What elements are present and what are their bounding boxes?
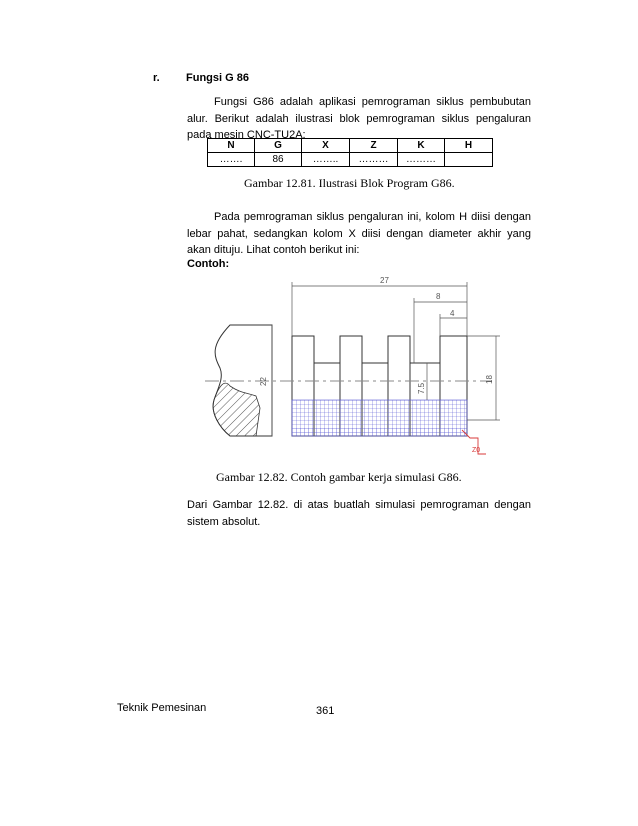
dim-7-5-label: 7.5 bbox=[417, 382, 426, 394]
figure-caption-2: Gambar 12.82. Contoh gambar kerja simulasi G86. bbox=[216, 470, 462, 484]
header-cell: G bbox=[255, 139, 302, 153]
dim-22-label: 22 bbox=[259, 377, 268, 386]
dim-4-label: 4 bbox=[450, 309, 455, 318]
tool-label: Z0 bbox=[472, 447, 481, 454]
figure-caption-1: Gambar 12.81. Ilustrasi Blok Program G86. bbox=[244, 176, 455, 190]
task-text: Dari Gambar 12.82. di atas buatlah simulasi pemrograman dengan sistem absolut. bbox=[187, 499, 531, 528]
header-cell: Z bbox=[350, 139, 398, 153]
groove-drawing bbox=[200, 268, 500, 458]
explanation-paragraph bbox=[187, 209, 531, 259]
footer-book-title: Teknik Pemesinan bbox=[117, 702, 207, 714]
value-cell: ……… bbox=[398, 153, 445, 167]
table-header-row bbox=[208, 139, 493, 153]
explanation-text: Pada pemrograman siklus pengaluran ini, kolom H diisi dengan lebar pahat, sedangkan kolom X diisi dengan diameter akhir yang akan dituju. Lihat contoh berikut ini: bbox=[187, 211, 531, 256]
section-heading bbox=[153, 72, 249, 84]
header-cell: N bbox=[208, 139, 255, 153]
program-block-table bbox=[207, 138, 493, 167]
value-cell: 86 bbox=[255, 153, 302, 167]
section-title: Fungsi G 86 bbox=[186, 72, 249, 84]
value-cell bbox=[445, 153, 493, 167]
section-letter: r. bbox=[153, 72, 160, 84]
intro-text: Fungsi G86 adalah aplikasi pemrograman siklus pembubutan alur. Berikut adalah ilustrasi blok pemrograman siklus pengaluran pada mesin CNC-TU2A: bbox=[187, 96, 531, 141]
task-paragraph bbox=[187, 497, 531, 530]
footer-page-number: 361 bbox=[316, 705, 335, 717]
value-cell: …….. bbox=[302, 153, 350, 167]
dim-18-label: 18 bbox=[485, 375, 494, 384]
dim-8-label: 8 bbox=[436, 292, 441, 301]
intro-paragraph bbox=[187, 94, 531, 144]
value-cell: ……. bbox=[208, 153, 255, 167]
value-cell: ……… bbox=[350, 153, 398, 167]
dim-27-label: 27 bbox=[380, 276, 389, 285]
header-cell: K bbox=[398, 139, 445, 153]
header-cell: H bbox=[445, 139, 493, 153]
contoh-label: Contoh: bbox=[187, 258, 230, 270]
header-cell: X bbox=[302, 139, 350, 153]
grid-tail bbox=[292, 428, 467, 436]
table-row bbox=[208, 153, 493, 167]
